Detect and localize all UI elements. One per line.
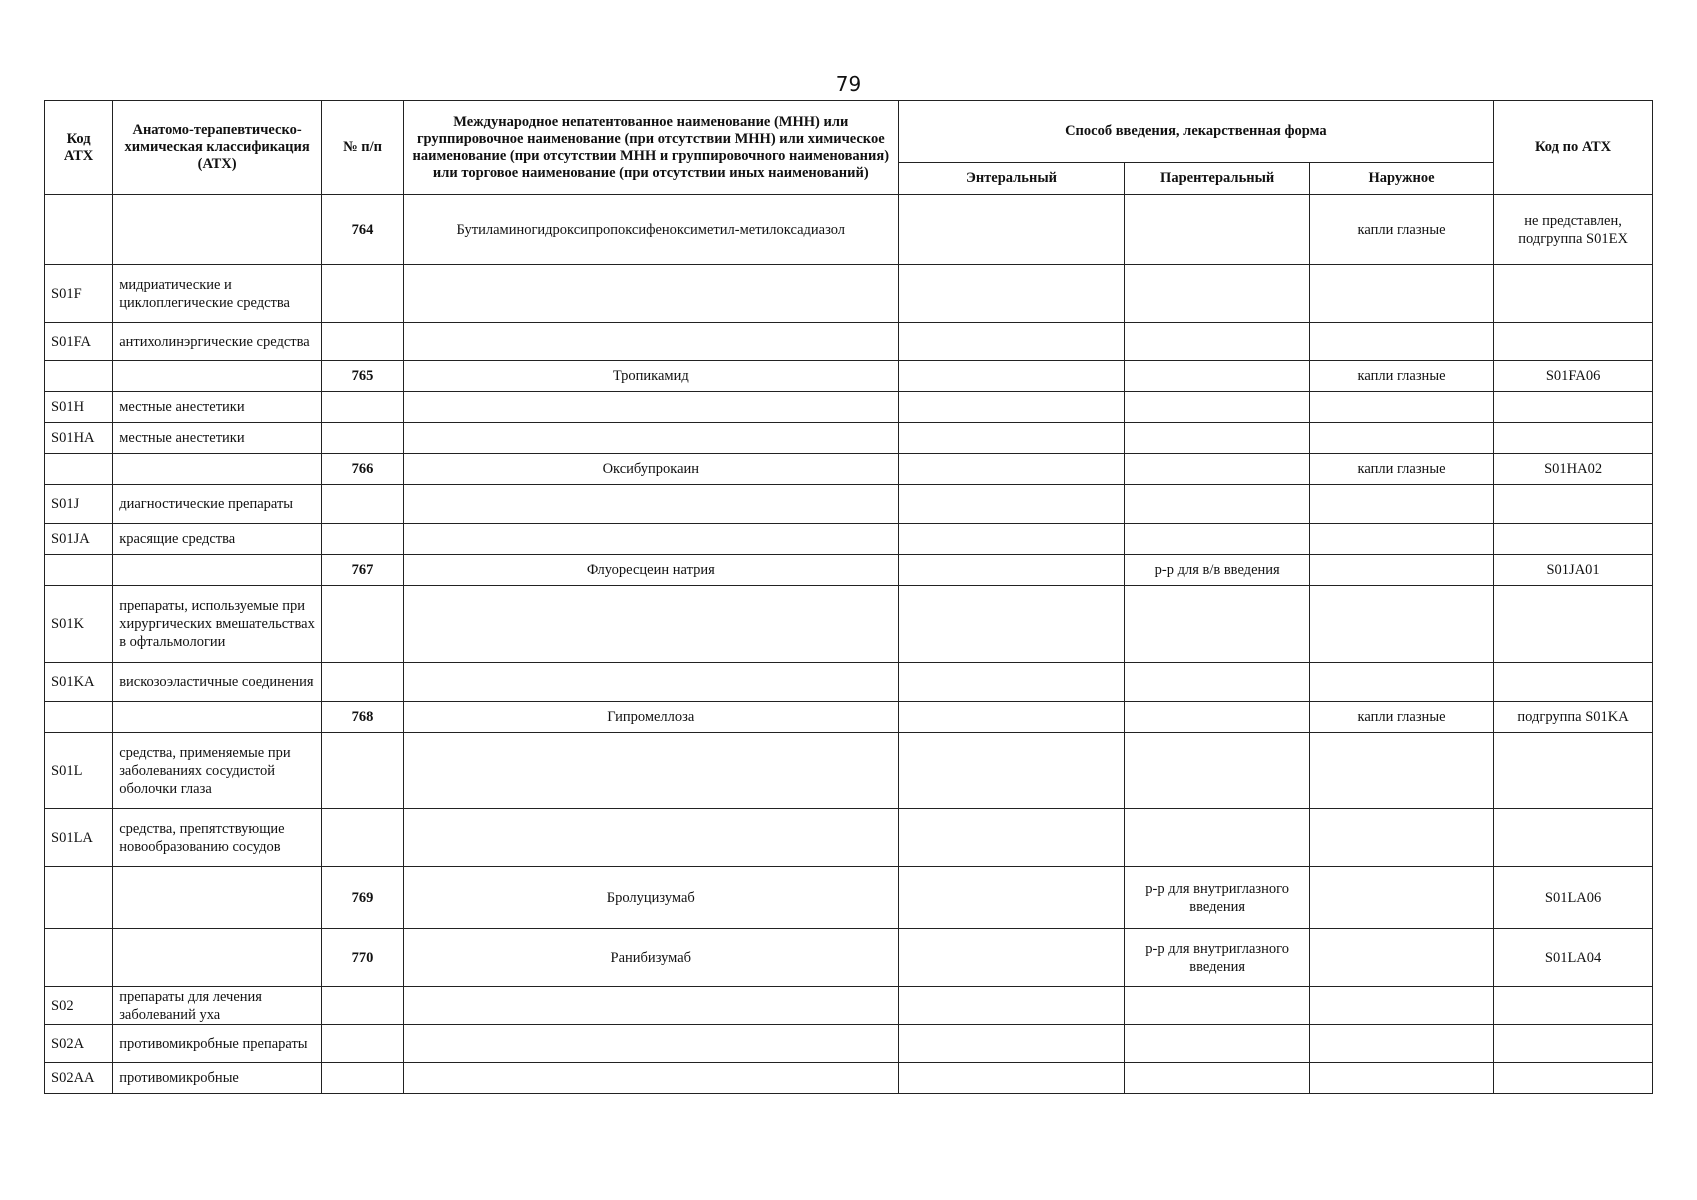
drug-table bbox=[44, 100, 1653, 1094]
table-row bbox=[45, 867, 1653, 929]
row-atx-code: S01LA bbox=[45, 809, 113, 867]
row-external-form bbox=[1309, 733, 1493, 809]
row-enteral-form bbox=[898, 485, 1125, 524]
row-atx-code bbox=[45, 867, 113, 929]
row-parenteral-form bbox=[1125, 987, 1309, 1025]
row-enteral-form bbox=[898, 1025, 1125, 1063]
row-atx-code bbox=[45, 195, 113, 265]
row-parenteral-form bbox=[1125, 663, 1309, 702]
row-external-form bbox=[1309, 809, 1493, 867]
row-number bbox=[322, 423, 404, 454]
row-atx-code bbox=[45, 361, 113, 392]
row-drug-name bbox=[404, 663, 898, 702]
row-enteral-form bbox=[898, 867, 1125, 929]
table-row bbox=[45, 809, 1653, 867]
row-parenteral-form bbox=[1125, 361, 1309, 392]
row-number bbox=[322, 1025, 404, 1063]
row-atx-ref bbox=[1494, 1025, 1653, 1063]
row-external-form bbox=[1309, 663, 1493, 702]
row-classification: противомикробные bbox=[113, 1063, 322, 1094]
table-row bbox=[45, 586, 1653, 663]
table-row bbox=[45, 423, 1653, 454]
row-classification: мидриатические и циклоплегические средства bbox=[113, 265, 322, 323]
table-row bbox=[45, 733, 1653, 809]
row-number bbox=[322, 1063, 404, 1094]
row-classification: препараты для лечения заболеваний уха bbox=[113, 987, 322, 1025]
row-classification bbox=[113, 929, 322, 987]
row-enteral-form bbox=[898, 361, 1125, 392]
row-drug-name: Ранибизумаб bbox=[404, 929, 898, 987]
table-row bbox=[45, 663, 1653, 702]
row-external-form bbox=[1309, 867, 1493, 929]
row-external-form bbox=[1309, 987, 1493, 1025]
row-atx-ref bbox=[1494, 485, 1653, 524]
row-classification: местные анестетики bbox=[113, 423, 322, 454]
row-parenteral-form bbox=[1125, 423, 1309, 454]
row-external-form bbox=[1309, 1025, 1493, 1063]
row-classification: препараты, используемые при хирургических вмешательствах в офтальмологии bbox=[113, 586, 322, 663]
row-external-form: капли глазные bbox=[1309, 454, 1493, 485]
row-drug-name bbox=[404, 1063, 898, 1094]
row-number bbox=[322, 524, 404, 555]
row-atx-code: S01F bbox=[45, 265, 113, 323]
table-row bbox=[45, 323, 1653, 361]
row-number: 764 bbox=[322, 195, 404, 265]
row-enteral-form bbox=[898, 809, 1125, 867]
row-external-form bbox=[1309, 524, 1493, 555]
table-header bbox=[45, 101, 1653, 195]
page-number: 79 bbox=[835, 72, 862, 96]
row-number bbox=[322, 265, 404, 323]
row-enteral-form bbox=[898, 265, 1125, 323]
row-parenteral-form bbox=[1125, 1025, 1309, 1063]
row-parenteral-form bbox=[1125, 733, 1309, 809]
row-classification: красящие средства bbox=[113, 524, 322, 555]
row-parenteral-form bbox=[1125, 195, 1309, 265]
row-classification: антихолинэргические средства bbox=[113, 323, 322, 361]
row-atx-ref: S01LA06 bbox=[1494, 867, 1653, 929]
table-row bbox=[45, 454, 1653, 485]
row-parenteral-form bbox=[1125, 265, 1309, 323]
row-number bbox=[322, 586, 404, 663]
row-number bbox=[322, 733, 404, 809]
row-drug-name bbox=[404, 392, 898, 423]
header-parenteral: Парентеральный bbox=[1125, 163, 1309, 195]
row-external-form bbox=[1309, 423, 1493, 454]
row-enteral-form bbox=[898, 987, 1125, 1025]
row-parenteral-form bbox=[1125, 485, 1309, 524]
row-external-form: капли глазные bbox=[1309, 195, 1493, 265]
row-external-form bbox=[1309, 265, 1493, 323]
row-atx-code bbox=[45, 454, 113, 485]
row-atx-code: S02AA bbox=[45, 1063, 113, 1094]
row-parenteral-form bbox=[1125, 454, 1309, 485]
row-enteral-form bbox=[898, 323, 1125, 361]
row-external-form bbox=[1309, 1063, 1493, 1094]
row-parenteral-form: р-р для внутриглазного введения bbox=[1125, 867, 1309, 929]
row-drug-name bbox=[404, 265, 898, 323]
row-atx-ref bbox=[1494, 423, 1653, 454]
row-number: 770 bbox=[322, 929, 404, 987]
row-drug-name bbox=[404, 323, 898, 361]
row-atx-code: S01JA bbox=[45, 524, 113, 555]
row-enteral-form bbox=[898, 1063, 1125, 1094]
header-enteral: Энтеральный bbox=[898, 163, 1125, 195]
row-external-form bbox=[1309, 323, 1493, 361]
row-external-form bbox=[1309, 485, 1493, 524]
row-drug-name: Бутиламиногидроксипропоксифеноксиметил-метилоксадиазол bbox=[404, 195, 898, 265]
header-external: Наружное bbox=[1309, 163, 1493, 195]
row-atx-code: S01K bbox=[45, 586, 113, 663]
row-classification bbox=[113, 555, 322, 586]
row-number: 766 bbox=[322, 454, 404, 485]
row-parenteral-form bbox=[1125, 392, 1309, 423]
row-classification bbox=[113, 195, 322, 265]
row-enteral-form bbox=[898, 555, 1125, 586]
row-drug-name bbox=[404, 733, 898, 809]
row-atx-ref bbox=[1494, 265, 1653, 323]
row-parenteral-form bbox=[1125, 1063, 1309, 1094]
table-row bbox=[45, 1025, 1653, 1063]
row-atx-code bbox=[45, 929, 113, 987]
row-drug-name: Оксибупрокаин bbox=[404, 454, 898, 485]
row-atx-code: S01L bbox=[45, 733, 113, 809]
row-atx-code bbox=[45, 555, 113, 586]
row-enteral-form bbox=[898, 663, 1125, 702]
header-number: № п/п bbox=[322, 101, 404, 195]
row-external-form bbox=[1309, 392, 1493, 423]
row-parenteral-form bbox=[1125, 809, 1309, 867]
table-row bbox=[45, 702, 1653, 733]
row-atx-ref: S01JA01 bbox=[1494, 555, 1653, 586]
row-external-form bbox=[1309, 586, 1493, 663]
row-parenteral-form: р-р для внутриглазного введения bbox=[1125, 929, 1309, 987]
row-atx-ref: подгруппа S01KA bbox=[1494, 702, 1653, 733]
row-atx-ref bbox=[1494, 586, 1653, 663]
row-external-form: капли глазные bbox=[1309, 361, 1493, 392]
row-atx-ref bbox=[1494, 1063, 1653, 1094]
table-row bbox=[45, 485, 1653, 524]
row-parenteral-form bbox=[1125, 586, 1309, 663]
row-classification: средства, применяемые при заболеваниях сосудистой оболочки глаза bbox=[113, 733, 322, 809]
table-row bbox=[45, 265, 1653, 323]
row-atx-ref bbox=[1494, 392, 1653, 423]
row-drug-name: Тропикамид bbox=[404, 361, 898, 392]
row-drug-name: Флуоресцеин натрия bbox=[404, 555, 898, 586]
row-drug-name bbox=[404, 586, 898, 663]
row-atx-ref bbox=[1494, 663, 1653, 702]
row-classification bbox=[113, 867, 322, 929]
header-classification: Анатомо-терапевтическо-химическая классификация (АТХ) bbox=[113, 101, 322, 195]
row-atx-code: S01J bbox=[45, 485, 113, 524]
row-enteral-form bbox=[898, 586, 1125, 663]
row-number bbox=[322, 987, 404, 1025]
row-enteral-form bbox=[898, 392, 1125, 423]
row-classification bbox=[113, 702, 322, 733]
row-enteral-form bbox=[898, 195, 1125, 265]
row-drug-name bbox=[404, 485, 898, 524]
row-drug-name bbox=[404, 1025, 898, 1063]
row-atx-ref: S01HA02 bbox=[1494, 454, 1653, 485]
row-classification bbox=[113, 361, 322, 392]
row-atx-code: S01FA bbox=[45, 323, 113, 361]
row-number: 769 bbox=[322, 867, 404, 929]
row-external-form bbox=[1309, 929, 1493, 987]
table-body bbox=[45, 195, 1653, 1094]
row-atx-ref bbox=[1494, 809, 1653, 867]
row-enteral-form bbox=[898, 733, 1125, 809]
header-name: Международное непатентованное наименование (МНН) или группировочное наименование (при отсутствии МНН) или химическое наименование (при отсутствии МНН и группировочного наименования) или торговое наименование (при отсутствии иных наименований) bbox=[404, 101, 898, 195]
row-drug-name bbox=[404, 423, 898, 454]
table-row bbox=[45, 524, 1653, 555]
row-parenteral-form: р-р для в/в введения bbox=[1125, 555, 1309, 586]
row-classification: противомикробные препараты bbox=[113, 1025, 322, 1063]
row-atx-code: S02 bbox=[45, 987, 113, 1025]
header-atx-ref: Код по АТХ bbox=[1494, 101, 1653, 195]
header-atx-code: Код АТХ bbox=[45, 101, 113, 195]
row-external-form bbox=[1309, 555, 1493, 586]
row-enteral-form bbox=[898, 524, 1125, 555]
row-atx-ref bbox=[1494, 987, 1653, 1025]
row-enteral-form bbox=[898, 929, 1125, 987]
table-row bbox=[45, 361, 1653, 392]
table-row bbox=[45, 1063, 1653, 1094]
row-number bbox=[322, 392, 404, 423]
row-atx-ref: S01LA04 bbox=[1494, 929, 1653, 987]
row-number bbox=[322, 485, 404, 524]
row-classification: местные анестетики bbox=[113, 392, 322, 423]
row-classification bbox=[113, 454, 322, 485]
row-enteral-form bbox=[898, 423, 1125, 454]
table-row bbox=[45, 987, 1653, 1025]
row-number: 765 bbox=[322, 361, 404, 392]
header-route: Способ введения, лекарственная форма bbox=[898, 101, 1494, 163]
row-number: 767 bbox=[322, 555, 404, 586]
row-atx-ref bbox=[1494, 524, 1653, 555]
row-atx-ref bbox=[1494, 733, 1653, 809]
row-atx-ref bbox=[1494, 323, 1653, 361]
row-atx-ref: S01FA06 bbox=[1494, 361, 1653, 392]
table-row bbox=[45, 392, 1653, 423]
row-atx-code: S01HA bbox=[45, 423, 113, 454]
row-parenteral-form bbox=[1125, 524, 1309, 555]
row-atx-code: S01KA bbox=[45, 663, 113, 702]
row-parenteral-form bbox=[1125, 323, 1309, 361]
row-number bbox=[322, 663, 404, 702]
row-number bbox=[322, 323, 404, 361]
row-number bbox=[322, 809, 404, 867]
row-drug-name: Гипромеллоза bbox=[404, 702, 898, 733]
row-atx-code: S02A bbox=[45, 1025, 113, 1063]
row-external-form: капли глазные bbox=[1309, 702, 1493, 733]
row-drug-name bbox=[404, 987, 898, 1025]
row-classification: диагностические препараты bbox=[113, 485, 322, 524]
table-row bbox=[45, 555, 1653, 586]
row-enteral-form bbox=[898, 702, 1125, 733]
row-drug-name bbox=[404, 809, 898, 867]
row-number: 768 bbox=[322, 702, 404, 733]
row-classification: средства, препятствующие новообразованию сосудов bbox=[113, 809, 322, 867]
row-enteral-form bbox=[898, 454, 1125, 485]
row-atx-code: S01H bbox=[45, 392, 113, 423]
table-row bbox=[45, 195, 1653, 265]
row-drug-name: Бролуцизумаб bbox=[404, 867, 898, 929]
row-drug-name bbox=[404, 524, 898, 555]
row-atx-code bbox=[45, 702, 113, 733]
row-classification: вискозоэластичные соединения bbox=[113, 663, 322, 702]
row-parenteral-form bbox=[1125, 702, 1309, 733]
table-row bbox=[45, 929, 1653, 987]
row-atx-ref: не представлен, подгруппа S01EX bbox=[1494, 195, 1653, 265]
